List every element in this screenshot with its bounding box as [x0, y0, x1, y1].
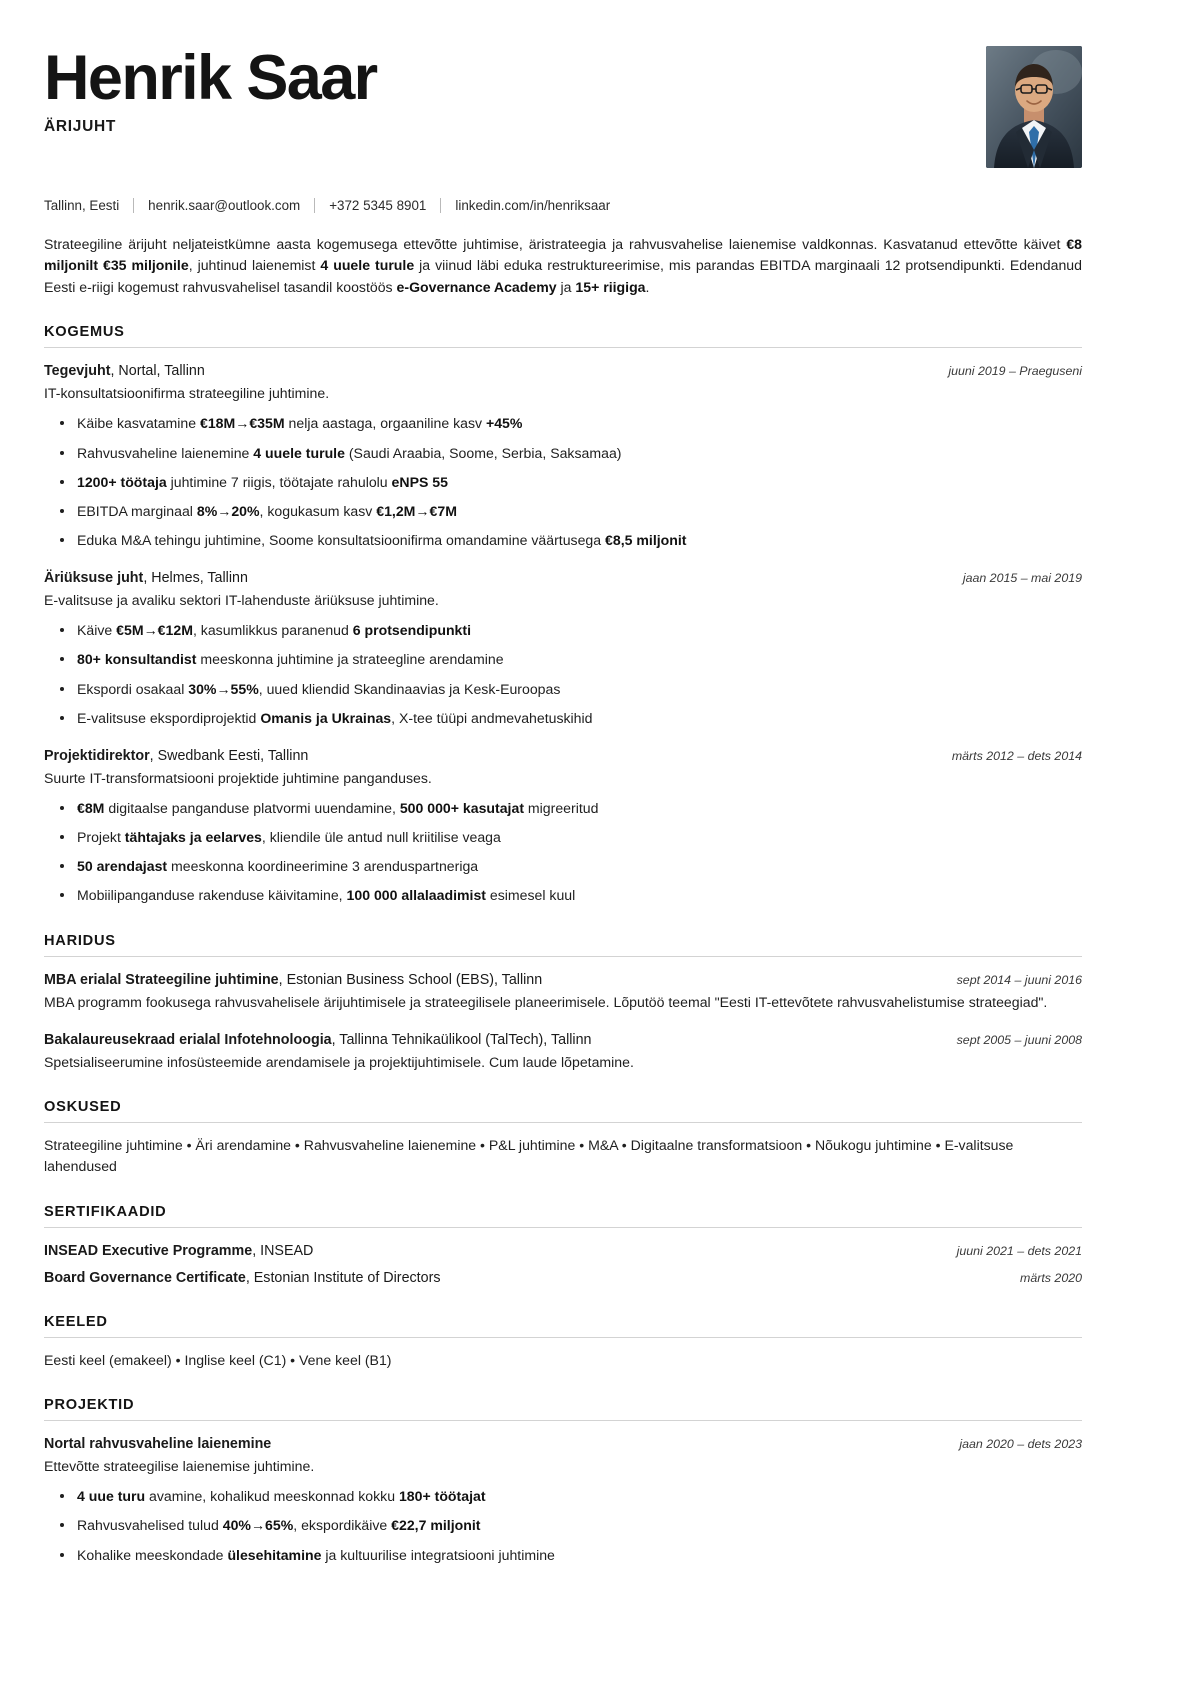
bullet-highlight: 180+ töötajat [398, 1488, 486, 1505]
education-date: sept 2005 – juuni 2008 [956, 1032, 1082, 1047]
bullet-highlight: €18M→€35M [200, 415, 285, 432]
avatar [986, 46, 1082, 168]
project-description: Ettevõtte strateegilise laienemise juhtimine. [44, 1458, 315, 1475]
list-item [77, 472, 1082, 493]
bullet-text: avamine, kohalikud meeskonnad kokku [145, 1488, 399, 1505]
section-divider [44, 1227, 1082, 1228]
bullet-text: Ekspordi osakaal [77, 680, 189, 697]
bullet-text: , uued kliendid Skandinaavias ja Kesk-Euroopas [258, 680, 561, 697]
bullet-highlight: €5M→€12M [116, 622, 193, 639]
education-meta: , Tallinna Tehnikaülikool (TalTech), Tallinn [331, 1031, 592, 1048]
job-meta: , Helmes, Tallinn [143, 570, 248, 587]
list-item [77, 827, 1082, 848]
education-meta: , Estonian Business School (EBS), Tallinn [278, 971, 543, 988]
summary-paragraph [44, 234, 1082, 298]
bullet-text: , X-tee tüüpi andmevahetuskihid [391, 709, 593, 726]
job-bullets [44, 620, 1082, 729]
bullet-highlight: 4 uuele turule [253, 444, 345, 461]
section-divider [44, 347, 1082, 348]
summary-highlight-markets: 4 uuele turule [320, 257, 415, 274]
contact-location: Tallinn, Eesti [44, 198, 120, 213]
bullet-text: ja kultuurilise integratsiooni juhtimine [321, 1546, 555, 1563]
section-divider [44, 1420, 1082, 1421]
bullet-highlight: 80+ konsultandist [77, 651, 197, 668]
contact-phone[interactable]: +372 5345 8901 [329, 198, 427, 213]
bullet-text: , ekspordikäive [293, 1517, 392, 1534]
projects-list [44, 1434, 1082, 1566]
contact-linkedin[interactable]: linkedin.com/in/henriksaar [455, 198, 611, 213]
certificate-issuer: , INSEAD [252, 1242, 314, 1259]
certificate-name: INSEAD Executive Programme [44, 1242, 253, 1259]
job-bullets [44, 413, 1082, 551]
bullet-text: Eduka M&A tehingu juhtimine, Soome konsultatsioonifirma omandamine väärtusega [77, 531, 606, 548]
bullet-highlight: Omanis ja Ukrainas [260, 709, 392, 726]
experience-list [44, 361, 1082, 906]
section-education [44, 933, 1082, 1073]
list-item [77, 649, 1082, 670]
job-header [44, 568, 1082, 588]
project-bullets [44, 1486, 1082, 1565]
summary-text-4: ja [556, 278, 576, 295]
experience-entry [44, 568, 1082, 729]
job-title [44, 568, 248, 588]
page-title: Henrik Saar [44, 43, 377, 113]
summary-text-1: Strateegiline ärijuht neljateistkümne aasta kogemusega ettevõtte juhtimise, äristrateegia ja rahvusvahelise laienemise valdkonnas. Kasvatanud ettevõtte käivet [44, 236, 1067, 252]
job-title [44, 746, 308, 766]
bullet-highlight: tähtajaks ja eelarves [124, 829, 262, 846]
project-header [44, 1434, 1082, 1454]
bullet-text: Projekt [77, 829, 125, 846]
job-date: juuni 2019 – Praeguseni [948, 364, 1082, 379]
summary-text-2: , juhtinud laienemist [188, 257, 321, 274]
certificate-title [44, 1268, 441, 1288]
bullet-highlight: €22,7 miljonit [391, 1517, 481, 1534]
job-meta: , Nortal, Tallinn [110, 363, 205, 380]
job-date: jaan 2015 – mai 2019 [962, 571, 1082, 586]
education-header [44, 1030, 1082, 1050]
list-item [77, 856, 1082, 877]
education-entry [44, 970, 1082, 1013]
bullet-highlight: €8,5 miljonit [605, 531, 687, 548]
list-item [77, 885, 1082, 906]
bullet-text: EBITDA marginaal [77, 502, 197, 519]
bullet-text: Mobiilipanganduse rakenduse käivitamine, [77, 887, 347, 904]
list-item [77, 1486, 1082, 1507]
education-name: MBA erialal Strateegiline juhtimine [44, 971, 279, 988]
section-heading-skills: OSKUSED [44, 1098, 122, 1115]
project-date: jaan 2020 – dets 2023 [959, 1437, 1082, 1452]
education-list [44, 970, 1082, 1073]
section-heading-experience: KOGEMUS [44, 324, 125, 341]
section-heading-projects: PROJEKTID [44, 1397, 135, 1414]
list-item [77, 443, 1082, 464]
bullet-highlight: 100 000 allalaadimist [346, 887, 486, 904]
list-item [77, 530, 1082, 551]
job-header [44, 746, 1082, 766]
list-item [77, 501, 1082, 522]
bullet-text: E-valitsuse ekspordiprojektid [77, 709, 261, 726]
bullet-highlight: 4 uue turu [77, 1488, 146, 1505]
bullet-text: meeskonna juhtimine ja strateegline arendamine [196, 651, 504, 668]
bullet-highlight: ülesehitamine [227, 1546, 322, 1563]
section-divider [44, 956, 1082, 957]
contact-email[interactable]: henrik.saar@outlook.com [148, 198, 301, 213]
bullet-highlight: +45% [485, 415, 523, 432]
summary-highlight-academy: e-Governance Academy [396, 278, 557, 295]
bullet-text: , kliendile üle antud null kriitilise veaga [261, 829, 501, 846]
certificate-issuer: , Estonian Institute of Directors [245, 1269, 441, 1286]
certificate-name: Board Governance Certificate [44, 1269, 246, 1286]
summary-highlight-countries: 15+ riigiga [575, 278, 646, 295]
certificate-row [44, 1268, 1082, 1288]
job-date: märts 2012 – dets 2014 [951, 748, 1082, 763]
bullet-text: meeskonna koordineerimine 3 arenduspartneriga [167, 858, 479, 875]
bullet-text: , kasumlikkus paranenud [192, 622, 353, 639]
education-header [44, 970, 1082, 990]
section-languages [44, 1314, 1082, 1371]
project-entry [44, 1434, 1082, 1566]
job-description: IT-konsultatsioonifirma strateegiline juhtimine. [44, 385, 330, 402]
bullet-highlight: €8M [77, 800, 105, 816]
resume-header [44, 43, 1082, 168]
bullet-highlight: 40%→65% [222, 1517, 294, 1534]
profile-photo-icon [986, 46, 1082, 168]
education-title [44, 970, 542, 990]
bullet-text: juhtimine 7 riigis, töötajate rahulolu [166, 473, 392, 490]
education-date: sept 2014 – juuni 2016 [956, 972, 1082, 987]
section-projects [44, 1397, 1082, 1566]
bullet-highlight: 30%→55% [188, 680, 259, 697]
education-entry [44, 1030, 1082, 1073]
education-name: Bakalaureusekraad erialal Infotehnoloogia [44, 1031, 332, 1048]
section-divider [44, 1337, 1082, 1338]
job-name: Tegevjuht [44, 363, 111, 380]
list-item [77, 708, 1082, 729]
summary-text-3: ja viinud läbi eduka restruktureerimise, mis parandas EBITDA marginaali 12 protsendipunkti. Edendanud Eesti e-riigi kogemust rahvusvahelisel tasandil koostöös [44, 257, 1082, 295]
bullet-highlight: 8%→20% [196, 502, 260, 519]
bullet-text: , kogukasum kasv [259, 502, 377, 519]
bullet-text: nelja aastaga, orgaaniline kasv [284, 415, 486, 432]
bullet-text: (Saudi Araabia, Soome, Serbia, Saksamaa) [344, 444, 622, 461]
job-header [44, 361, 1082, 381]
header-text-block [44, 43, 962, 136]
section-skills [44, 1099, 1082, 1178]
job-name: Projektidirektor [44, 747, 150, 764]
bullet-text: Rahvusvaheline laienemine [77, 444, 254, 461]
contact-divider [440, 198, 441, 213]
bullet-text: Kohalike meeskondade [77, 1546, 228, 1563]
section-heading-languages: KEELED [44, 1313, 108, 1330]
bullet-text: esimesel kuul [485, 887, 576, 904]
job-description: E-valitsuse ja avaliku sektori IT-lahenduste äriüksuse juhtimine. [44, 592, 439, 609]
certificate-date: juuni 2021 – dets 2021 [956, 1243, 1082, 1258]
bullet-text: Käive [77, 622, 117, 639]
bullet-highlight: 500 000+ kasutajat [399, 800, 525, 816]
bullet-text: Käibe kasvatamine [77, 415, 200, 432]
bullet-text: Rahvusvahelised tulud [77, 1517, 223, 1534]
contact-bar [44, 198, 1082, 213]
contact-divider [314, 198, 315, 213]
bullet-highlight: €1,2M→€7M [376, 502, 457, 519]
education-description: MBA programm fookusega rahvusvahelisele ärijuhtimisele ja strateegilisele planeerimisele. Lõputöö teemal "Eesti IT-ettevõtete rahvusvahelistumise strateegiad". [44, 993, 1048, 1010]
summary-text-5: . [645, 278, 650, 295]
section-certificates [44, 1204, 1082, 1288]
job-meta: , Swedbank Eesti, Tallinn [149, 747, 309, 764]
job-title: ÄRIJUHT [44, 117, 117, 135]
bullet-highlight: 6 protsendipunkti [352, 622, 472, 639]
list-item [77, 679, 1082, 700]
section-heading-education: HARIDUS [44, 932, 116, 949]
bullet-highlight: eNPS 55 [391, 473, 448, 490]
skills-list: Strateegiline juhtimine • Äri arendamine • Rahvusvaheline laienemine • P&L juhtimine • M&A • Digitaalne transformatsioon • Nõukogu juhtimine • E-valitsuse lahendused [44, 1136, 1014, 1175]
job-title [44, 361, 205, 381]
summary-highlight-revenue: €8 miljonilt €35 miljonile [44, 236, 1082, 274]
certificates-list [44, 1241, 1082, 1288]
bullet-highlight: 1200+ töötaja [77, 473, 167, 490]
education-title [44, 1030, 592, 1050]
section-heading-certificates: SERTIFIKAADID [44, 1203, 167, 1220]
education-description: Spetsialiseerumine infosüsteemide arendamisele ja projektijuhtimisele. Cum laude lõpetamine. [44, 1053, 634, 1070]
bullet-text: digitaalse panganduse platvormi uuendamine, [104, 800, 400, 816]
contact-divider [133, 198, 134, 213]
list-item [77, 798, 1082, 819]
project-title [44, 1434, 271, 1454]
experience-entry [44, 746, 1082, 907]
languages-list: Eesti keel (emakeel) • Inglise keel (C1) • Vene keel (B1) [44, 1351, 392, 1368]
section-divider [44, 1122, 1082, 1123]
section-experience [44, 324, 1082, 906]
job-name: Äriüksuse juht [44, 570, 144, 587]
list-item [77, 413, 1082, 434]
job-description: Suurte IT-transformatsiooni projektide juhtimine panganduses. [44, 769, 432, 786]
certificate-date: märts 2020 [1020, 1270, 1082, 1285]
list-item [77, 620, 1082, 641]
experience-entry [44, 361, 1082, 551]
certificate-row [44, 1241, 1082, 1261]
bullet-highlight: 50 arendajast [77, 858, 168, 875]
bullet-text: migreeritud [524, 800, 599, 816]
project-name: Nortal rahvusvaheline laienemine [44, 1436, 272, 1453]
job-bullets [44, 798, 1082, 907]
list-item [77, 1545, 1082, 1566]
list-item [77, 1515, 1082, 1536]
certificate-title [44, 1241, 313, 1261]
